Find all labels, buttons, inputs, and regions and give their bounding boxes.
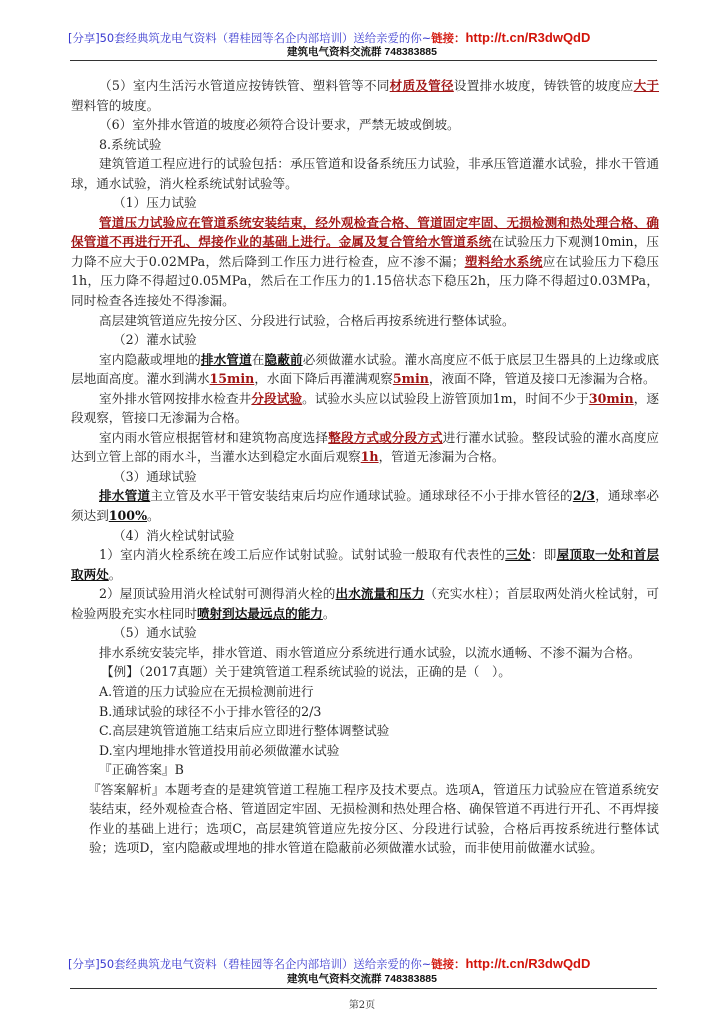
footer-link-label: 链接： [431, 957, 466, 971]
header-url-link[interactable]: http://t.cn/R3dwQdD [465, 30, 591, 45]
paragraph: 排水系统安装完毕，排水管道、雨水管道应分系统进行通水试验，以流水通畅、不渗不漏为合格。 [99, 644, 641, 660]
subsection-heading: （1）压力试验 [113, 195, 197, 211]
subsection-heading: （2）灌水试验 [113, 332, 197, 348]
header-divider [70, 60, 657, 61]
paragraph: 2）屋顶试验用消火栓试射可测得消火栓的出水流量和压力（充实水柱）；首层取两处消火栓试射，可检验两股充实水柱同时喷射到达最远点的能力。 [71, 586, 660, 621]
paragraph: （5）室内生活污水管道应按铸铁管、塑料管等不同材质及管径设置排水坡度，铸铁管的坡度应大于塑料管的坡度。 [71, 78, 660, 113]
option-d: D.室内埋地排水管道投用前必须做灌水试验 [99, 742, 340, 758]
subsection-heading: （5）通水试验 [113, 625, 197, 641]
paragraph: 管道压力试验应在管道系统安装结束，经外观检查合格、管道固定牢固、无损检测和热处理合格、确保管道不再进行开孔、焊接作业的基础上进行。金属及复合管给水管道系统在试验压力下观测10min，压力降不应大于0.02MPa，然后降到工作压力进行检查，应不渗不漏；塑料给水系统应在试验压力下稳压1h，压力降不得超过0.05MPa，然后在工作压力的1.15倍状态下稳压2h，压力降不得超过0.03MPa，同时检查各连接处不得渗漏。 [71, 214, 660, 309]
paragraph: （6）室外排水管道的坡度必须符合设计要求，严禁无坡或倒坡。 [99, 117, 460, 133]
example-question: 【例】（2017真题）关于建筑管道工程系统试验的说法，正确的是（ ）。 [101, 664, 511, 680]
footer-share-text[interactable]: [分享]50套经典筑龙电气资料（碧桂园等名企内部培训）送给亲爱的你~ [68, 957, 432, 971]
footer-url-link[interactable]: http://t.cn/R3dwQdD [465, 956, 591, 971]
paragraph: 室内雨水管应根据管材和建筑物高度选择整段方式或分段方式进行灌水试验。整段试验的灌水高度应达到立管上部的雨水斗，当灌水达到稳定水面后观察1h，管道无渗漏为合格。 [71, 429, 660, 465]
subsection-heading: （3）通球试验 [113, 468, 197, 484]
header-share-text[interactable]: [分享]50套经典筑龙电气资料（碧桂园等名企内部培训）送给亲爱的你~ [68, 31, 432, 45]
footer-group-text: 建筑电气资料交流群 748383885 [287, 973, 437, 985]
header-group-text: 建筑电气资料交流群 748383885 [287, 46, 437, 58]
footer-share-line[interactable] [68, 956, 590, 972]
answer-analysis: 『答案解析』本题考查的是建筑管道工程施工程序及技术要点。选项A，管道压力试验应在管道系统安装结束，经外观检查合格、管道固定牢固、无损检测和热处理合格、确保管道不再进行开孔、不再焊接作业的基础上进行；选项C，高层建筑管道应先按分区、分段进行试验，合格后再按系统进行整体试验；选项D，室内隐蔽或埋地的排水管道在隐蔽前必须做灌水试验，而非使用前做灌水试验。 [88, 781, 659, 856]
subsection-heading: （4）消火栓试射试验 [113, 527, 235, 543]
paragraph: 建筑管道工程应进行的试验包括：承压管道和设备系统压力试验，非承压管道灌水试验，排水干管通球，通水试验，消火栓系统试射试验等。 [71, 156, 659, 191]
paragraph: 排水管道主立管及水平干管安装结束后均应作通球试验。通球球径不小于排水管径的2/3，通球率必须达到100%。 [71, 488, 660, 524]
paragraph: 室外排水管网按排水检查井分段试验。试验水头应以试验段上游管顶加1m，时间不少于30min，逐段观察，管接口无渗漏为合格。 [71, 390, 660, 426]
option-c: C.高层建筑管道施工结束后应立即进行整体调整试验 [99, 723, 390, 739]
paragraph: 室内隐蔽或埋地的排水管道在隐蔽前必须做灌水试验。灌水高度应不低于底层卫生器具的上边缘或底层地面高度。灌水到满水15min，水面下降后再灌满观察5min，液面不降，管道及接口无渗漏为合格。 [71, 351, 660, 387]
section-heading: 8.系统试验 [99, 136, 162, 152]
option-b: B.通球试验的球径不小于排水管径的2/3 [99, 703, 322, 719]
header-link-label: 链接： [431, 31, 466, 45]
page-number: 第2页 [348, 1000, 376, 1011]
option-a: A.管道的压力试验应在无损检测前进行 [99, 683, 314, 699]
paragraph: 高层建筑管道应先按分区、分段进行试验，合格后再按系统进行整体试验。 [99, 312, 515, 328]
answer: 『正确答案』B [99, 762, 184, 778]
footer-divider [70, 988, 657, 989]
document-body [71, 76, 659, 858]
paragraph: 1）室内消火栓系统在竣工后应作试射试验。试射试验一般取有代表性的三处：即屋顶取一处和首层取两处。 [71, 547, 660, 582]
